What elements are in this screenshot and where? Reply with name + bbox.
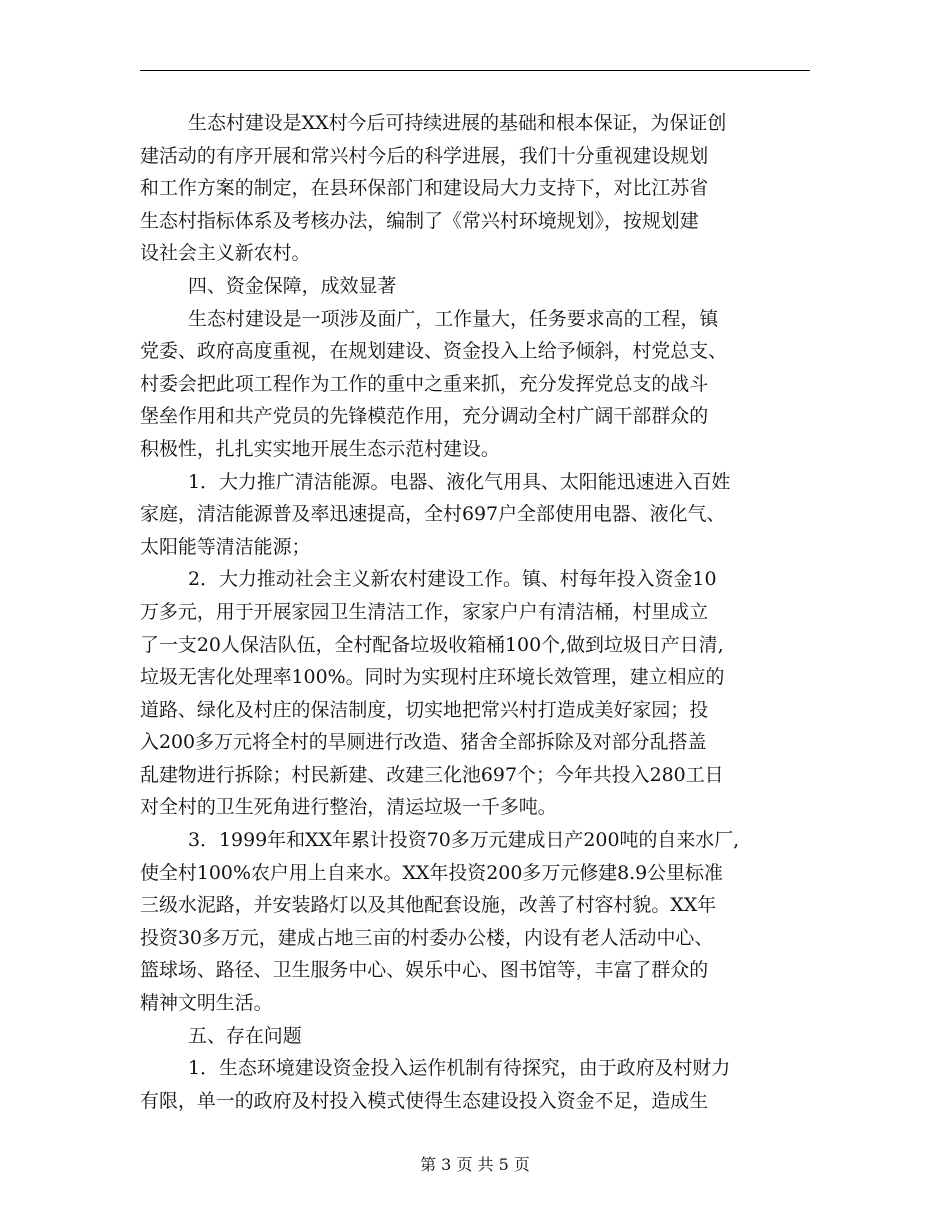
text-line: 2．大力推动社会主义新农村建设工作。镇、村每年投入资金10 [188,568,717,591]
text-line: 堡垒作用和共产党员的先锋模范作用，充分调动全村广阔干部群众的 [140,405,709,428]
text-line: 垃圾无害化处理率100%。同时为实现村庄环境长效管理，建立相应的 [140,666,725,689]
text-line: 太阳能等清洁能源； [140,535,311,558]
text-line: 生态村建设是一项涉及面广，工作量大，任务要求高的工程，镇 [188,307,719,330]
text-line: 有限，单一的政府及村投入模式使得生态建设投入资金不足，造成生 [140,1089,709,1112]
text-line: 1．生态环境建设资金投入运作机制有待探究，由于政府及村财力 [188,1057,731,1080]
text-line: 道路、绿化及村庄的保洁制度，切实地把常兴村打造成美好家园；投 [140,698,709,721]
text-line: 四、资金保障，成效显著 [188,274,397,297]
text-line: 积极性，扎扎实实地开展生态示范村建设。 [140,437,500,460]
text-line: 生态村建设是XX村今后可持续进展的基础和根本保证，为保证创 [188,112,727,134]
header-rule [140,70,810,71]
text-line: 三级水泥路，并安装路灯以及其他配套设施，改善了村容村貌。XX年 [140,894,717,917]
text-line: 投资30多万元，建成占地三亩的村委办公楼，内设有老人活动中心、 [140,926,714,949]
text-line: 精神文明生活。 [140,992,273,1015]
text-line: 五、存在问题 [188,1024,302,1047]
document-body [140,107,830,1117]
text-line: 对全村的卫生死角进行整治，清运垃圾一千多吨。 [140,796,557,819]
text-line: 乱建物进行拆除；村民新建、改建三化池697个；今年共投入280工日 [140,763,724,786]
text-line: 了一支20人保洁队伍，全村配备垃圾收箱桶100个,做到垃圾日产日清, [140,633,724,656]
text-line: 入200多万元将全村的旱厕进行改造、猪舍全部拆除及对部分乱搭盖 [140,731,707,754]
text-line: 1．大力推广清洁能源。电器、液化气用具、太阳能迅速进入百姓 [188,470,731,493]
text-line: 篮球场、路径、卫生服务中心、娱乐中心、图书馆等，丰富了群众的 [140,959,709,982]
text-line: 万多元，用于开展家园卫生清洁工作，家家户户有清洁桶，村里成立 [140,600,709,623]
text-line: 建活动的有序开展和常兴村今后的科学进展，我们十分重视建设规划 [140,144,709,167]
text-line: 党委、政府高度重视，在规划建设、资金投入上给予倾斜，村党总支、 [140,340,728,363]
text-line: 和工作方案的制定，在县环保部门和建设局大力支持下，对比江苏省 [140,177,709,200]
text-line: 3．1999年和XX年累计投资70多万元建成日产200吨的自来水厂, [188,829,740,852]
text-line: 设社会主义新农村。 [140,242,311,265]
text-line: 村委会把此项工程作为工作的重中之重来抓，充分发挥党总支的战斗 [140,372,709,395]
text-line: 家庭，清洁能源普及率迅速提高，全村697户全部使用电器、液化气、 [140,503,726,526]
text-line: 使全村100%农户用上自来水。XX年投资200多万元修建8.9公里标准 [140,861,723,884]
page-footer: 第 3 页 共 5 页 [420,1155,530,1174]
text-line: 生态村指标体系及考核办法，编制了《常兴村环境规划》，按规划建 [140,209,699,232]
